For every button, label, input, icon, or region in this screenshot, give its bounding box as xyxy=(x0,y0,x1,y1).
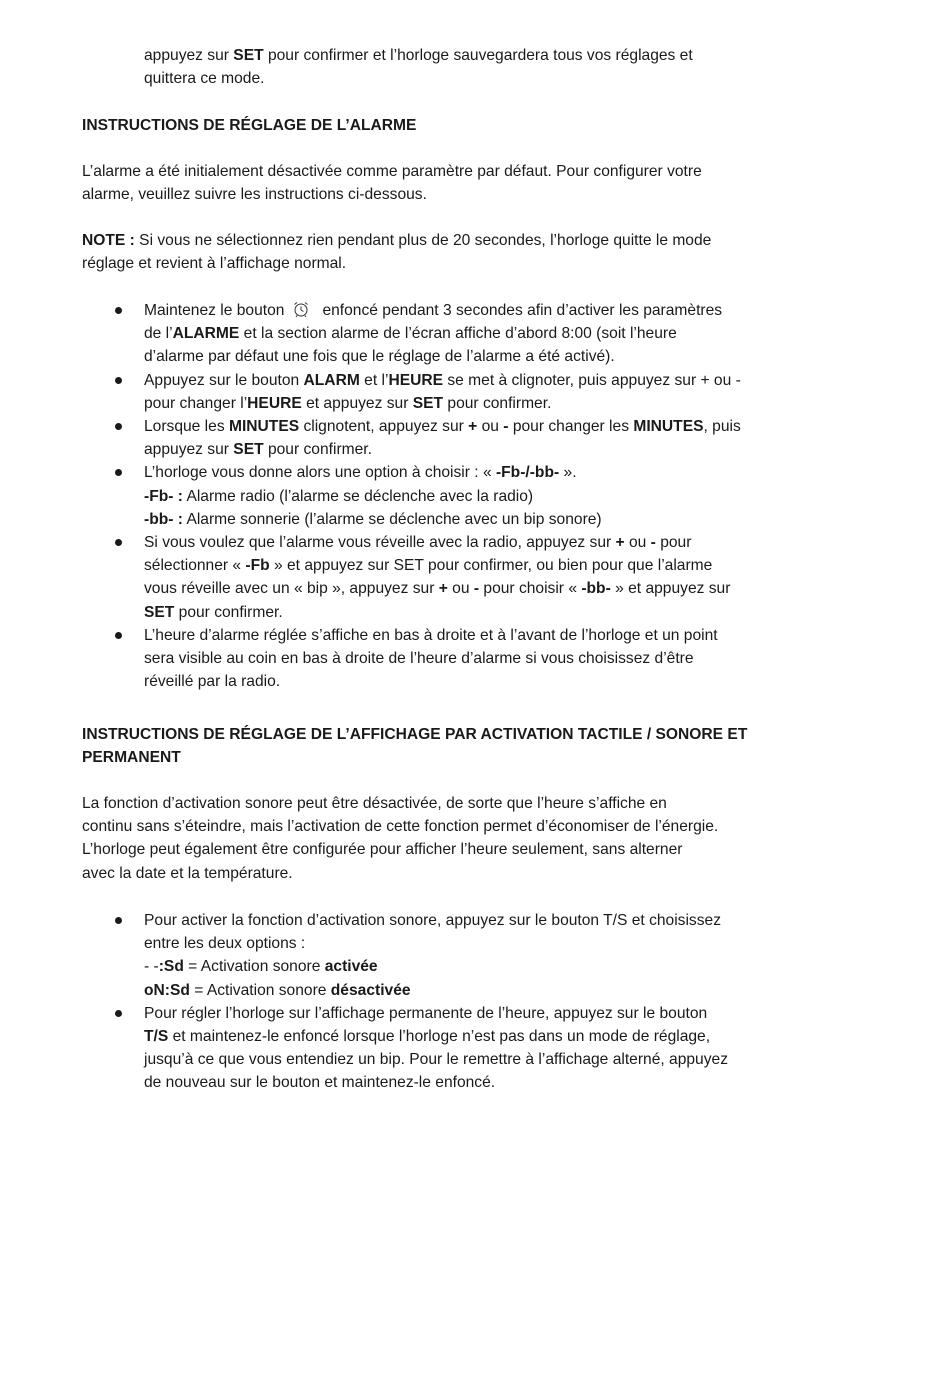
note-paragraph: NOTE : Si vous ne sélectionnez rien pendant plus de 20 secondes, l’horloge quitte le mode réglage et revient à l’affichage normal. xyxy=(82,232,712,273)
alarm-clock-icon xyxy=(292,300,310,318)
intro-paragraph: appuyez sur SET pour confirmer et l’horloge sauvegardera tous vos réglages et quittera ce mode. xyxy=(144,47,693,88)
list-item: Maintenez le bouton enfoncé pendant 3 secondes afin d’activer les paramètres de l’ALARME et la section alarme de l’écran affiche d’abord 8:00 (soit l’heure d’alarme par défaut une fois que le réglage de l’alarme a été activé). xyxy=(144,299,812,369)
list-item: L’heure d’alarme réglée s’affiche en bas à droite et à l’avant de l’horloge et un point sera visible au coin en bas à droite de l’heure d’alarme si vous choisissez d’être réveillé par la radio. xyxy=(144,624,812,694)
list-item: L’horloge vous donne alors une option à choisir : « -Fb-/-bb- ». -Fb- : Alarme radio (l’alarme se déclenche avec la radio) -bb- : Alarme sonnerie (l’alarme se déclenche avec un bip sonore) xyxy=(144,461,812,531)
display-instructions-list xyxy=(144,909,812,1095)
list-item: Lorsque les MINUTES clignotent, appuyez sur + ou - pour changer les MINUTES, puis appuyez sur SET pour confirmer. xyxy=(144,415,812,461)
list-item: Si vous voulez que l’alarme vous réveille avec la radio, appuyez sur + ou - pour sélectionner « -Fb » et appuyez sur SET pour confirmer, ou bien pour que l’alarme vous réveille avec un « bip », appuyez sur + ou - pour choisir « -bb- » et appuyez sur SET pour confirmer. xyxy=(144,531,812,624)
list-item: Pour activer la fonction d’activation sonore, appuyez sur le bouton T/S et choisissez entre les deux options : - -:Sd = Activation sonore activée oN:Sd = Activation sonore désactivée xyxy=(144,909,812,1002)
list-item: Pour régler l’horloge sur l’affichage permanente de l’heure, appuyez sur le bouton T/S et maintenez-le enfoncé lorsque l’horloge n’est pas dans un mode de réglage, jusqu’à ce que vous entendiez un bip. Pour le remettre à l’affichage alterné, appuyez de nouveau sur le bouton et maintenez-le enfoncé. xyxy=(144,1002,812,1095)
alarm-instructions-list xyxy=(144,299,812,693)
display-intro-paragraph: La fonction d’activation sonore peut être désactivée, de sorte que l’heure s’affiche en continu sans s’éteindre, mais l’activation de cette fonction permet d’économiser de l’énergie. L’horloge peut également être configurée pour afficher l’heure seulement, sans alterner avec la date et la température. xyxy=(82,795,719,882)
alarm-section-heading: INSTRUCTIONS DE RÉGLAGE DE L’ALARME xyxy=(82,117,417,134)
list-item: Appuyez sur le bouton ALARM et l’HEURE se met à clignoter, puis appuyez sur + ou - pour changer l’HEURE et appuyez sur SET pour confirmer. xyxy=(144,369,812,415)
alarm-intro-paragraph: L’alarme a été initialement désactivée comme paramètre par défaut. Pour configurer votre alarme, veuillez suivre les instructions ci-dessous. xyxy=(82,163,702,204)
display-section-heading: INSTRUCTIONS DE RÉGLAGE DE L’AFFICHAGE PAR ACTIVATION TACTILE / SONORE ET PERMANENT xyxy=(82,726,748,767)
note-label: NOTE : xyxy=(82,232,135,249)
